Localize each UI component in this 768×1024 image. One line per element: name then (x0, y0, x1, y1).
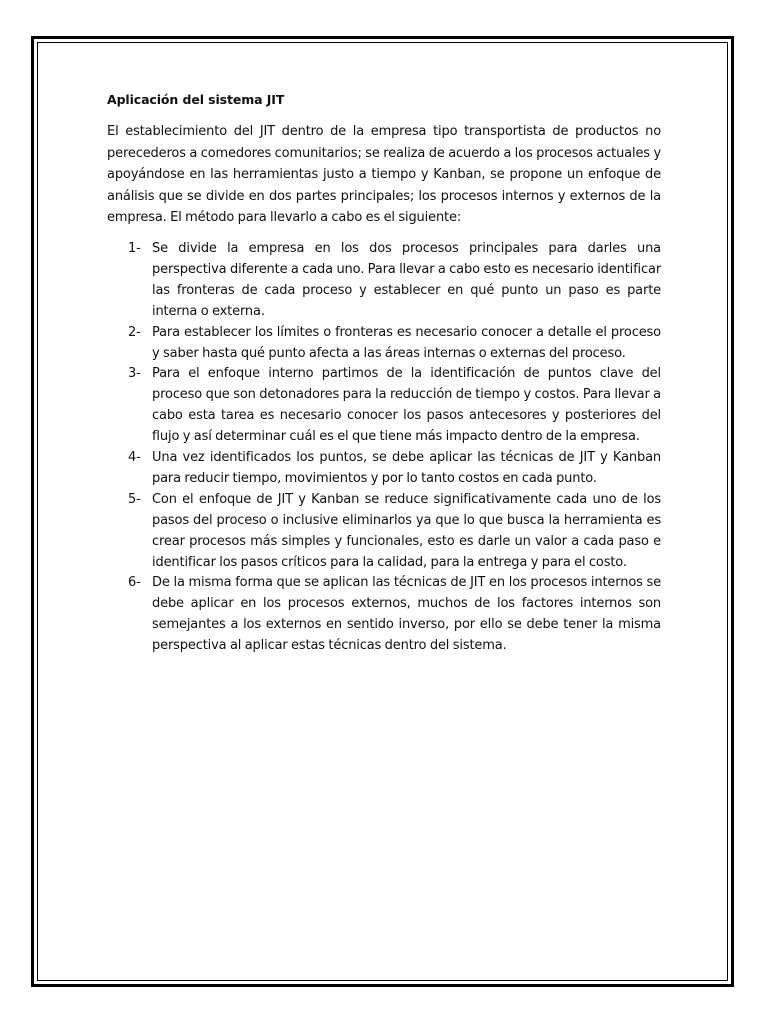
intro-paragraph: El establecimiento del JIT dentro de la empresa tipo transportista de productos no perecederos a comedores comunitarios; se realiza de acuerdo a los procesos actuales y apoyándose en las herramientas justo a tiempo y Kanban, se propone un enfoque de análisis que se divide en dos partes principales; los procesos internos y externos de la empresa. El método para llevarlo a cabo es el siguiente: (107, 124, 661, 226)
list-item (128, 573, 661, 657)
list-item-number: 2- (128, 324, 141, 340)
list-item-text: Con el enfoque de JIT y Kanban se reduce significativamente cada uno de los pasos del proceso o inclusive eliminarlos ya que lo que busca la herramienta es crear procesos más simples y funcionales, esto es darle un valor a cada paso e identificar los pasos críticos para la calidad, para la entrega y para el costo. (152, 491, 661, 570)
list-item (128, 448, 661, 490)
list-item-number: 1- (128, 240, 141, 256)
section-heading: Aplicación del sistema JIT (107, 92, 285, 107)
list-item (128, 364, 661, 448)
list-item-text: Para el enfoque interno partimos de la identificación de puntos clave del proceso que son detonadores para la reducción de tiempo y costos. Para llevar a cabo esta tarea es necesario conocer los pasos antecesores y posteriores del flujo y así determinar cuál es el que tiene más impacto dentro de la empresa. (152, 366, 661, 445)
list-item (128, 239, 661, 323)
document-body (107, 90, 661, 657)
list-item-text: De la misma forma que se aplican las técnicas de JIT en los procesos internos se debe aplicar en los procesos externos, muchos de los factores internos son semejantes a los externos en sentido inverso, por ello se debe tener la misma perspectiva al aplicar estas técnicas dentro del sistema. (152, 575, 661, 654)
list-item-text: Una vez identificados los puntos, se debe aplicar las técnicas de JIT y Kanban para reducir tiempo, movimientos y por lo tanto costos en cada punto. (152, 450, 661, 486)
list-item-number: 3- (128, 366, 141, 382)
list-item-number: 4- (128, 450, 141, 466)
list-item-text: Se divide la empresa en los dos procesos principales para darles una perspectiva diferente a cada uno. Para llevar a cabo esto es necesario identificar las fronteras de cada proceso y establecer en qué punto un paso es parte interna o externa. (152, 240, 662, 319)
list-item-number: 6- (128, 575, 141, 591)
list-item-number: 5- (128, 491, 141, 507)
list-item-text: Para establecer los límites o fronteras es necesario conocer a detalle el proceso y saber hasta qué punto afecta a las áreas internas o externas del proceso. (152, 324, 661, 361)
list-item (128, 323, 661, 365)
list-item (128, 490, 661, 574)
steps-list (107, 239, 661, 657)
